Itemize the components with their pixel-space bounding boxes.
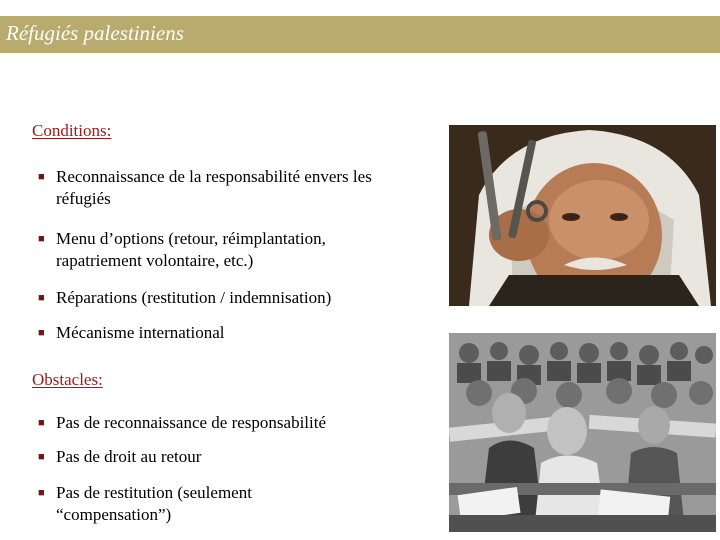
list-item-text: Menu d’options (retour, réimplantation, [56,229,326,248]
title-bar [0,16,720,53]
list-item-text: réfugiés [56,189,111,208]
list-item [38,322,225,344]
square-bullet-icon: ■ [38,487,45,499]
square-bullet-icon: ■ [38,233,45,245]
square-bullet-icon: ■ [38,292,45,304]
list-item-text: Pas de droit au retour [56,447,202,466]
square-bullet-icon: ■ [38,417,45,429]
classroom-illustration [449,333,716,532]
list-item [38,228,326,272]
man-with-keys-illustration [449,125,716,306]
conditions-heading: Conditions: [32,121,112,140]
list-item [38,412,326,434]
list-item-text: “compensation”) [56,505,172,524]
photo-classroom-children [449,333,716,532]
square-bullet-icon: ■ [38,451,45,463]
list-item [38,446,201,468]
list-item [38,166,372,210]
list-item [38,287,331,309]
list-item-text: Réparations (restitution / indemnisation) [56,288,332,307]
list-item-text: Pas de reconnaissance de responsabilité [56,413,327,432]
list-item [38,482,252,526]
list-item-text: Reconnaissance de la responsabilité envers les [56,167,372,186]
square-bullet-icon: ■ [38,327,45,339]
list-item-text: Mécanisme international [56,323,225,342]
list-item-text: rapatriement volontaire, etc.) [56,251,254,270]
slide-title: Réfugiés palestiniens [6,21,184,45]
list-item-text: Pas de restitution (seulement [56,483,252,502]
square-bullet-icon: ■ [38,171,45,183]
photo-man-with-keys [449,125,716,306]
obstacles-heading: Obstacles: [32,370,103,389]
